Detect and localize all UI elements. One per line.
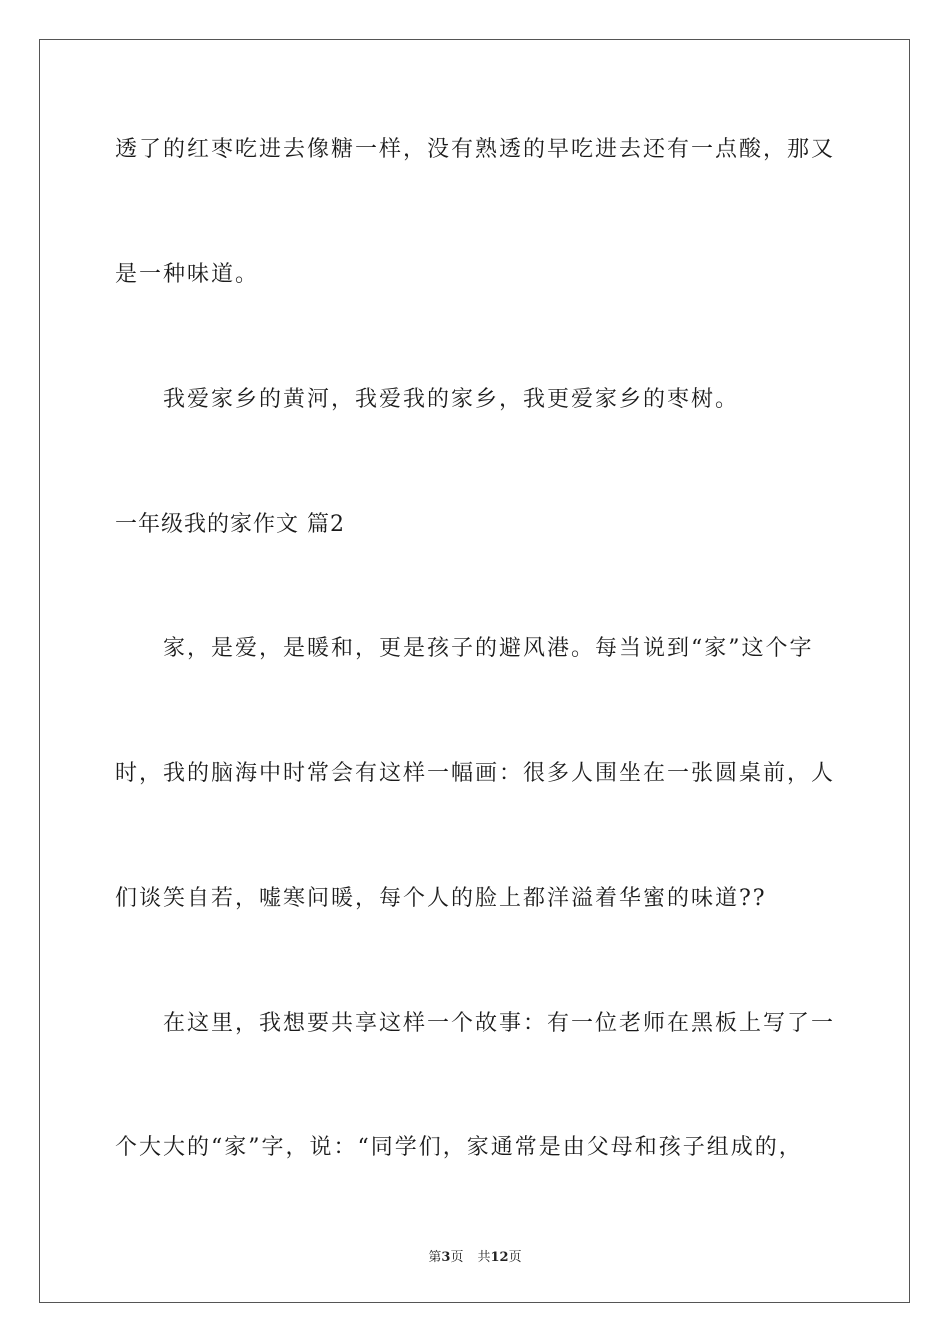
section-heading: 一年级我的家作文 篇2: [115, 512, 345, 537]
page-suffix: 页: [450, 1250, 464, 1265]
page-footer: [0, 1246, 950, 1265]
paragraph-line: 时，我的脑海中时常会有这样一幅画：很多人围坐在一张圆桌前，人: [115, 761, 836, 786]
paragraph-line: 是一种味道。: [115, 262, 260, 287]
paragraph-line: 透了的红枣吃进去像糖一样，没有熟透的早吃进去还有一点酸，那又: [115, 137, 836, 162]
paragraph-line: 家，是爱，是暖和，更是孩子的避风港。每当说到“家”这个字: [163, 636, 814, 661]
total-pages: 12: [490, 1250, 509, 1265]
page-frame: [39, 39, 910, 1303]
paragraph-line: 们谈笑自若，嘘寒问暖，每个人的脸上都洋溢着华蜜的味道??: [115, 886, 767, 911]
page-prefix: 第: [428, 1250, 442, 1265]
paragraph-line: 我爱家乡的黄河，我爱我的家乡，我更爱家乡的枣树。: [163, 387, 740, 412]
paragraph-line: 个大大的“家”字，说：“同学们，家通常是由父母和孩子组成的，: [115, 1135, 803, 1160]
page-number: 3: [441, 1250, 451, 1265]
total-suffix: 页: [508, 1250, 522, 1265]
paragraph-line: 在这里，我想要共享这样一个故事：有一位老师在黑板上写了一: [163, 1011, 836, 1036]
total-prefix: 共: [477, 1250, 491, 1265]
